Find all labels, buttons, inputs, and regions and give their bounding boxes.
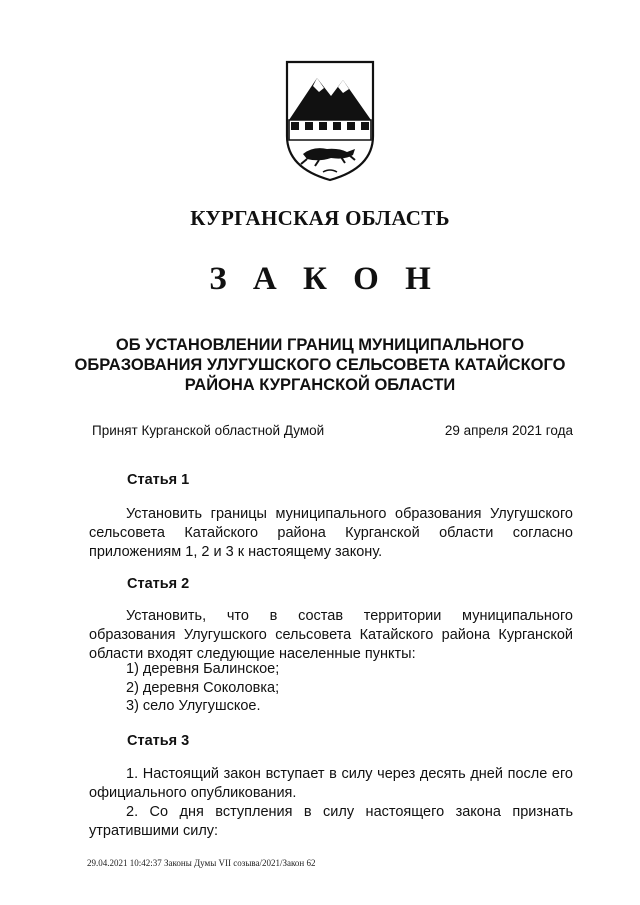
document-type: З А К О Н <box>209 261 440 297</box>
article-3-point-1: 1. Настоящий закон вступает в силу через десять дней после его официального опубликования. <box>89 766 573 801</box>
adopted-by: Принят Курганской областной Думой <box>92 423 325 438</box>
law-title: ОБ УСТАНОВЛЕНИИ ГРАНИЦ МУНИЦИПАЛЬНОГО ОБРАЗОВАНИЯ УЛУГУШСКОГО СЕЛЬСОВЕТА КАТАЙСКОГО РАЙОНА КУРГАНСКОЙ ОБЛАСТИ <box>74 336 566 394</box>
settlement-item: 2) деревня Соколовка; <box>126 680 280 696</box>
coat-of-arms-emblem <box>283 56 377 186</box>
article-3-heading: Статья 3 <box>127 733 190 749</box>
article-2-text: Установить, что в состав территории муниципального образования Улугушского сельсовета Катайского района Курганской области входят следующие населенные пункты: <box>89 608 573 662</box>
adoption-date: 29 апреля 2021 года <box>444 423 573 438</box>
footer-stamp: 29.04.2021 10:42:37 Законы Думы VII созыва/2021/Закон 62 <box>87 858 316 868</box>
settlement-item: 1) деревня Балинское; <box>126 661 280 677</box>
settlement-item: 3) село Улугушское. <box>126 698 261 714</box>
region-name: КУРГАНСКАЯ ОБЛАСТЬ <box>190 206 450 230</box>
article-3-point-2: 2. Со дня вступления в силу настоящего закона признать утратившими силу: <box>89 804 573 839</box>
article-1-heading: Статья 1 <box>127 472 190 488</box>
article-1-text: Установить границы муниципального образования Улугушского сельсовета Катайского района Курганской области согласно приложениям 1, 2 и 3 к настоящему закону. <box>89 506 573 560</box>
article-2-heading: Статья 2 <box>127 576 190 592</box>
